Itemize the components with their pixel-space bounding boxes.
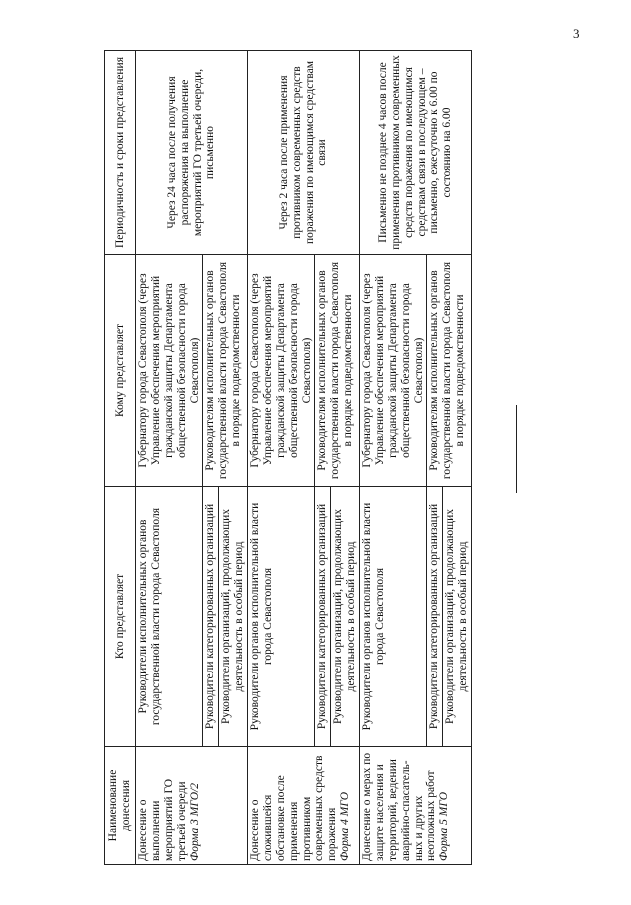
who-cell: Руководители категорированных организаций — [203, 487, 219, 747]
who-cell: Руководители организаций, продолжающих деятельность в особый период — [219, 487, 248, 747]
who-cell: Руководители категорированных организаций — [315, 487, 331, 747]
report-form: Форма 3 МГО/2 — [188, 783, 201, 861]
who-cell: Руководители исполнительных органов государственной власти города Севастополя — [136, 487, 203, 747]
to-cell: Губернатору города Севастополя (через Управление обеспечения мероприятий гражданской защиты Департамента общественной безопасности города Севастополя) — [136, 255, 203, 487]
table-row — [136, 51, 203, 865]
to-cell: Руководителям исполнительных органов государственной власти города Севастополя в порядке подведомственности — [203, 255, 248, 487]
header-who-submits: Кто представляет — [105, 487, 136, 747]
to-cell: Губернатору города Севастополя (через Управление обеспечения мероприятий гражданской защиты Департамента общественной безопасности города Севастополя) — [248, 255, 315, 487]
page-number: 3 — [573, 26, 580, 41]
period-cell: Через 24 часа после получения распоряжения на выполнение мероприятий ГО третьей очереди, письменно — [136, 51, 248, 255]
who-cell: Руководители органов исполнительной власти города Севастополя — [248, 487, 315, 747]
table-row — [248, 51, 315, 865]
report-name: Донесение о выполнении мероприятий ГО третьей очереди — [137, 778, 188, 861]
period-cell: Через 2 часа после применения противником современных средств поражения по имеющимся средствам связи — [248, 51, 360, 255]
who-cell: Руководители организаций, продолжающих деятельность в особый период — [331, 487, 360, 747]
period-cell: Письменно не позднее 4 часов после применения противником современных средств поражения по имеющимся средствам связи в последующем – письменно, ежесуточно к 6.00 по состоянию на 6.00 — [360, 51, 472, 255]
header-report-name: Наименование донесения — [105, 747, 136, 865]
table-header-row — [105, 51, 136, 865]
who-cell: Руководители органов исполнительной власти города Севастополя — [360, 487, 427, 747]
report-name-cell — [360, 747, 472, 865]
who-cell: Руководители категорированных организаций — [427, 487, 443, 747]
header-period: Периодичность и сроки представления — [105, 51, 136, 255]
header-submitted-to: Кому представляет — [105, 255, 136, 487]
report-table — [104, 50, 472, 865]
to-cell: Губернатору города Севастополя (через Управление обеспечения мероприятий гражданской защиты Департамента общественной безопасности города Севастополя) — [360, 255, 427, 487]
report-table-container — [104, 51, 470, 865]
signature-divider — [516, 405, 517, 493]
to-cell: Руководителям исполнительных органов государственной власти города Севастополя в порядке подведомственности — [315, 255, 360, 487]
table-row — [360, 51, 427, 865]
report-name-cell — [136, 747, 248, 865]
to-cell: Руководителям исполнительных органов государственной власти города Севастополя в порядке подведомственности — [427, 255, 472, 487]
report-form: Форма 5 МГО — [438, 791, 451, 861]
who-cell: Руководители организаций, продолжающих деятельность в особый период — [443, 487, 472, 747]
report-name: Донесение о мерах по защите населения и территорий, ведении аварийно-спасатель-ных и других неотложных работ — [361, 752, 438, 861]
report-form: Форма 4 МГО — [339, 791, 352, 861]
report-name-cell — [248, 747, 360, 865]
report-name: Донесение о сложившейся обстановке после применения противником современных средств поражения — [249, 755, 339, 861]
